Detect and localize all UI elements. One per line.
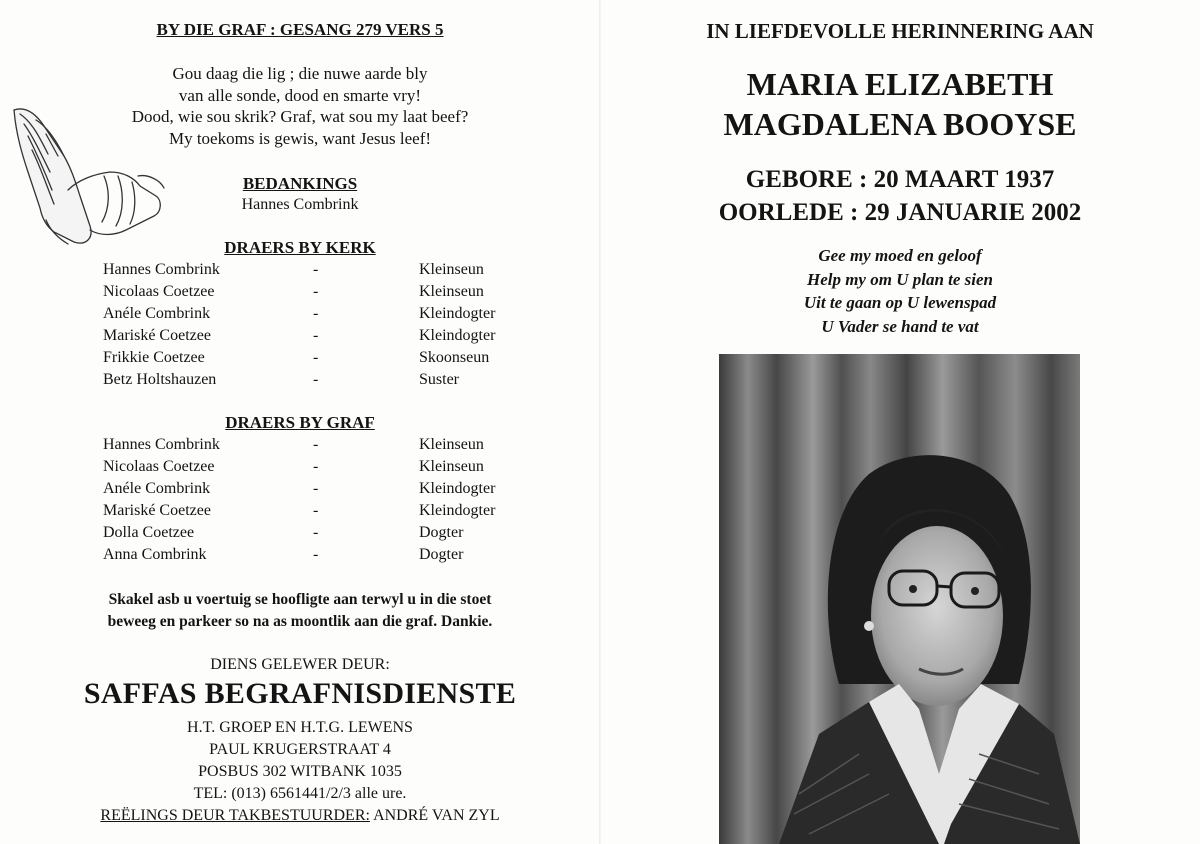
name-line: MAGDALENA BOOYSE <box>723 106 1077 142</box>
table-row <box>103 456 523 478</box>
grave-hymn-heading: BY DIE GRAF : GESANG 279 VERS 5 <box>156 20 444 39</box>
bearer-relation: Dogter <box>419 546 464 563</box>
bearer-name: Anéle Combrink <box>103 305 211 322</box>
address-line: H.T. GROEP EN H.T.G. LEWENS <box>187 719 413 736</box>
table-row <box>103 434 523 456</box>
memorial-title: IN LIEFDEVOLLE HERINNERING AAN <box>706 19 1094 43</box>
address-line: TEL: (013) 6561441/2/3 alle ure. <box>193 785 407 802</box>
bearer-relation: Kleinseun <box>419 261 484 278</box>
right-page <box>600 0 1200 844</box>
verse-line: Gee my moed en geloof <box>818 246 982 265</box>
separator-dash: - <box>313 436 319 453</box>
table-row <box>103 369 523 391</box>
bearer-name: Anna Combrink <box>103 546 207 563</box>
arrangements-name: ANDRÉ VAN ZYL <box>369 807 500 824</box>
bearer-name: Anéle Combrink <box>103 480 211 497</box>
arrangements-label: REËLINGS DEUR TAKBESTUURDER: <box>100 807 370 824</box>
grave-bearers-heading: DRAERS BY GRAF <box>225 413 375 432</box>
deceased-name <box>600 64 1200 144</box>
church-bearers-list <box>103 259 523 391</box>
bearer-name: Dolla Coetzee <box>103 524 195 541</box>
headlights-notice <box>0 589 600 633</box>
separator-dash: - <box>313 524 319 541</box>
memorial-verse <box>600 244 1200 338</box>
portrait-photo <box>719 354 1080 844</box>
bearer-name: Mariské Coetzee <box>103 327 211 344</box>
thanks-name: Hannes Combrink <box>241 196 359 213</box>
arrangements-line <box>0 805 600 827</box>
separator-dash: - <box>313 283 319 300</box>
table-row <box>103 544 523 566</box>
address-line: POSBUS 302 WITBANK 1035 <box>198 763 402 780</box>
separator-dash: - <box>313 480 319 497</box>
hymn-line: My toekoms is gewis, want Jesus leef! <box>168 128 432 148</box>
bearer-name: Mariské Coetzee <box>103 502 211 519</box>
bearer-name: Betz Holtshauzen <box>103 371 217 388</box>
grave-bearers-list <box>103 434 523 566</box>
table-row <box>103 347 523 369</box>
bearer-relation: Dogter <box>419 524 464 541</box>
notice-line: beweeg en parkeer so na as moontlik aan die graf. Dankie. <box>107 613 493 630</box>
church-bearers-heading: DRAERS BY KERK <box>224 238 376 257</box>
notice-line: Skakel asb u voertuig se hoofligte aan terwyl u in die stoet <box>108 591 492 608</box>
bearer-relation: Kleinseun <box>419 283 484 300</box>
separator-dash: - <box>313 502 319 519</box>
birth-date: GEBORE : 20 MAART 1937 <box>745 166 1055 193</box>
name-line: MARIA ELIZABETH <box>746 66 1054 102</box>
hymn-line: Dood, wie sou skrik? Graf, wat sou my laat beef? <box>131 107 469 126</box>
table-row <box>103 259 523 281</box>
table-row <box>103 500 523 522</box>
table-row <box>103 522 523 544</box>
table-row <box>103 325 523 347</box>
bearer-relation: Suster <box>419 371 459 388</box>
thanks-heading: BEDANKINGS <box>242 174 358 193</box>
company-name: SAFFAS BEGRAFNISDIENSTE <box>83 677 517 710</box>
table-row <box>103 281 523 303</box>
bearer-name: Nicolaas Coetzee <box>103 458 215 475</box>
company-address <box>0 717 600 827</box>
portrait-image <box>719 354 1080 844</box>
separator-dash: - <box>313 349 319 366</box>
bearer-name: Hannes Combrink <box>103 261 220 278</box>
hymn-line: Gou daag die lig ; die nuwe aarde bly <box>172 64 428 83</box>
bearer-relation: Kleindogter <box>419 305 496 322</box>
bearer-relation: Kleinseun <box>419 436 484 453</box>
bearer-name: Hannes Combrink <box>103 436 220 453</box>
table-row <box>103 478 523 500</box>
hymn-line: van alle sonde, dood en smarte vry! <box>178 85 422 105</box>
death-date: OORLEDE : 29 JANUARIE 2002 <box>718 199 1082 226</box>
separator-dash: - <box>313 305 319 322</box>
bearer-name: Frikkie Coetzee <box>103 349 205 366</box>
separator-dash: - <box>313 327 319 344</box>
separator-dash: - <box>313 261 319 278</box>
verse-line: U Vader se hand te vat <box>821 316 979 336</box>
bearer-name: Nicolaas Coetzee <box>103 283 215 300</box>
verse-line: Help my om U plan te sien <box>806 269 994 289</box>
bearer-relation: Kleindogter <box>419 502 496 519</box>
address-line: PAUL KRUGERSTRAAT 4 <box>209 741 391 758</box>
separator-dash: - <box>313 371 319 388</box>
service-by-label: DIENS GELEWER DEUR: <box>210 656 390 673</box>
separator-dash: - <box>313 458 319 475</box>
separator-dash: - <box>313 546 319 563</box>
table-row <box>103 303 523 325</box>
bearer-relation: Kleindogter <box>419 480 496 497</box>
verse-line: Uit te gaan op U lewenspad <box>803 293 997 312</box>
bearer-relation: Skoonseun <box>419 349 490 366</box>
bearer-relation: Kleinseun <box>419 458 484 475</box>
bearer-relation: Kleindogter <box>419 327 496 344</box>
